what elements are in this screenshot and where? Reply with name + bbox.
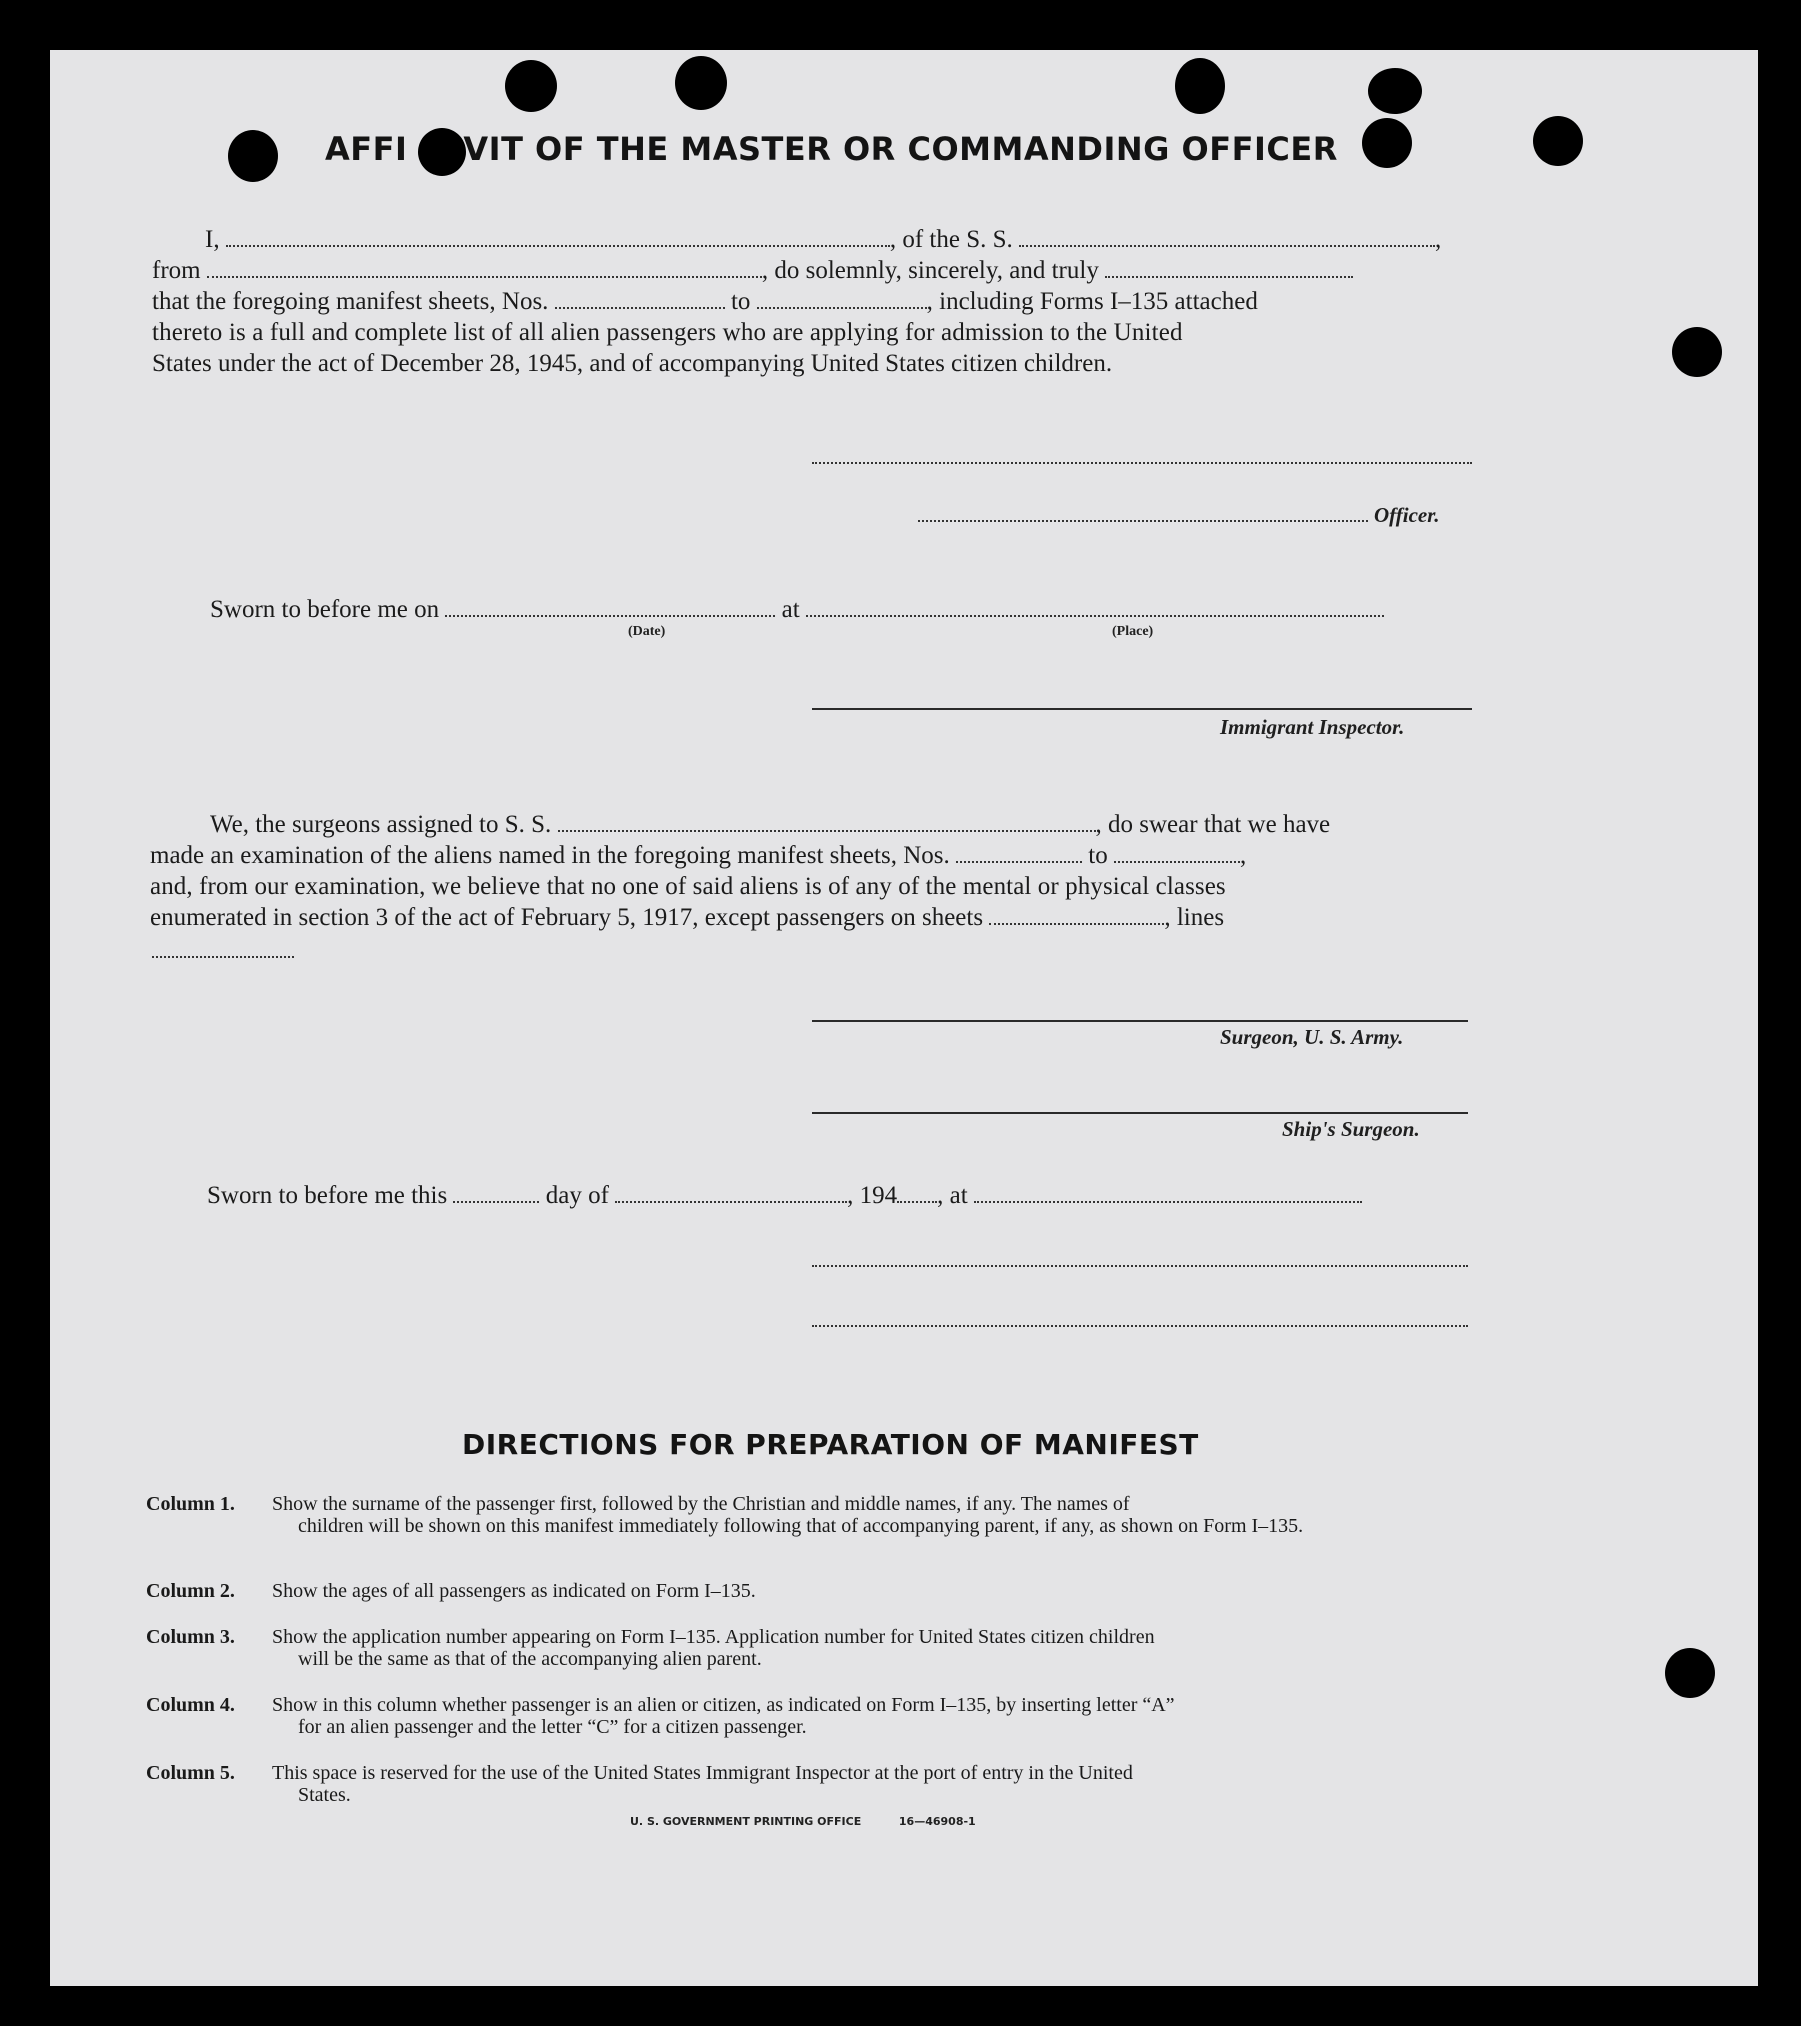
army-surgeon-signature-line[interactable]	[812, 1020, 1468, 1022]
text: , including Forms I–135 attached	[926, 288, 1258, 315]
direction-label: Column 2.	[146, 1580, 235, 1602]
punch-hole	[1368, 68, 1422, 114]
surgeons-line-3: and, from our examination, we believe that no one of said aliens is of any of the mental or physical classes	[150, 873, 1226, 900]
text: We, the surgeons assigned to S. S.	[210, 811, 552, 838]
direction-label: Column 4.	[146, 1694, 235, 1716]
sworn-this-day-line	[207, 1182, 1362, 1210]
month-blank[interactable]	[615, 1200, 847, 1203]
direction-label: Column 1.	[146, 1493, 235, 1515]
directions-title: DIRECTIONS FOR PREPARATION OF MANIFEST	[462, 1428, 1199, 1461]
text: that the foregoing manifest sheets, Nos.	[152, 288, 549, 315]
inspector-label: Immigrant Inspector.	[1220, 715, 1405, 739]
affidavit-line-2	[152, 257, 1353, 285]
declaration-blank[interactable]	[1105, 275, 1353, 278]
text: , of the S. S.	[889, 226, 1013, 253]
ship-surgeon-signature-line[interactable]	[812, 1112, 1468, 1114]
direction-column-4	[146, 1694, 1471, 1738]
place-blank[interactable]	[806, 614, 1384, 617]
year-blank[interactable]	[897, 1200, 937, 1203]
direction-continuation: for an alien passenger and the letter “C” for a citizen passenger.	[298, 1716, 807, 1738]
text: , 194	[847, 1182, 898, 1209]
sworn-place-blank[interactable]	[974, 1200, 1362, 1203]
officer-label: Officer.	[1374, 503, 1440, 527]
punch-hole	[1362, 118, 1412, 168]
surgeons-line-4	[150, 904, 1224, 932]
sworn-before-me-line	[210, 596, 1384, 624]
surgeon-sheet-to-blank[interactable]	[1114, 860, 1240, 863]
witness-line-2[interactable]	[812, 1325, 1468, 1327]
direction-continuation: States.	[298, 1784, 351, 1806]
direction-column-5	[146, 1762, 1471, 1806]
direction-text: This space is reserved for the use of the United States Immigrant Inspector at the port of entry in the United	[272, 1762, 1133, 1784]
except-sheets-blank[interactable]	[989, 922, 1164, 925]
inspector-signature-line[interactable]	[812, 708, 1472, 710]
text: to	[1088, 842, 1108, 869]
text: enumerated in section 3 of the act of February 5, 1917, except passengers on sheets	[150, 904, 984, 931]
punch-hole	[505, 60, 557, 112]
text: Sworn to before me on	[210, 596, 440, 623]
affidavit-line-1: I, , of the S. S. ,	[205, 226, 1442, 253]
surgeons-line-2: made an examination of the aliens named in the foregoing manifest sheets, Nos. to ,	[150, 842, 1247, 869]
day-blank[interactable]	[453, 1200, 539, 1203]
from-port-blank[interactable]	[207, 275, 762, 278]
affidavit-title	[325, 130, 1338, 168]
title-part-2: VIT OF THE MASTER OR COMMANDING OFFICER	[463, 130, 1338, 168]
army-surgeon-label: Surgeon, U. S. Army.	[1220, 1025, 1404, 1049]
text: made an examination of the aliens named in the foregoing manifest sheets, Nos.	[150, 842, 950, 869]
direction-column-1	[146, 1493, 1471, 1537]
affidavit-line-3	[152, 288, 1258, 316]
punch-hole	[1175, 58, 1225, 114]
direction-continuation: children will be shown on this manifest immediately following that of accompanying parent, if any, as shown on Form I–135.	[298, 1515, 1304, 1537]
text: , at	[937, 1182, 968, 1209]
text: I,	[205, 226, 220, 253]
punch-hole	[1672, 327, 1722, 377]
surgeon-ship-blank[interactable]	[558, 829, 1096, 832]
text: , lines	[1164, 904, 1225, 931]
text: Sworn to before me this	[207, 1182, 448, 1209]
direction-text: Show in this column whether passenger is an alien or citizen, as indicated on Form I–135, by inserting letter “A”	[272, 1694, 1175, 1716]
date-caption: (Date)	[628, 624, 666, 639]
sheet-from-blank[interactable]	[555, 306, 725, 309]
direction-text: Show the surname of the passenger first, followed by the Christian and middle names, if any. The names of	[272, 1493, 1130, 1515]
direction-column-3	[146, 1626, 1471, 1670]
text: , do solemnly, sincerely, and truly	[761, 257, 1099, 284]
printing-office-footer	[630, 1815, 976, 1828]
punch-hole	[1533, 116, 1583, 166]
title-part-1: AFFI	[325, 130, 408, 168]
surgeons-line-1	[210, 811, 1330, 839]
punch-hole	[228, 130, 278, 182]
direction-text: Show the application number appearing on Form I–135. Application number for United States citizen children	[272, 1626, 1155, 1648]
affidavit-line-5: States under the act of December 28, 1945, and of accompanying United States citizen children.	[152, 350, 1113, 377]
officer-title-line[interactable]	[918, 520, 1368, 522]
direction-column-2	[146, 1580, 1471, 1602]
printing-office: U. S. GOVERNMENT PRINTING OFFICE	[630, 1815, 862, 1828]
affidavit-line-4: thereto is a full and complete list of all alien passengers who are applying for admission to the United	[152, 319, 1183, 346]
direction-continuation: will be the same as that of the accompanying alien parent.	[298, 1648, 762, 1670]
ship-name-blank[interactable]	[1019, 244, 1435, 247]
witness-line-1[interactable]	[812, 1265, 1468, 1267]
text: day of	[545, 1182, 609, 1209]
text: , do swear that we have	[1095, 811, 1331, 838]
form-code: 16—46908-1	[898, 1815, 976, 1828]
officer-signature-line[interactable]	[812, 462, 1472, 464]
direction-text: Show the ages of all passengers as indicated on Form I–135.	[272, 1580, 756, 1602]
text: at	[781, 596, 800, 623]
direction-label: Column 5.	[146, 1762, 235, 1784]
punch-hole	[675, 56, 727, 110]
date-blank[interactable]	[445, 614, 775, 617]
text: from	[152, 257, 201, 284]
lines-blank[interactable]	[152, 956, 294, 958]
name-blank[interactable]	[226, 244, 890, 247]
punch-hole	[1665, 1648, 1715, 1698]
text: to	[730, 288, 751, 315]
place-caption: (Place)	[1112, 624, 1154, 639]
direction-label: Column 3.	[146, 1626, 235, 1648]
surgeon-sheet-from-blank[interactable]	[956, 860, 1082, 863]
sheet-to-blank[interactable]	[757, 306, 927, 309]
ship-surgeon-label: Ship's Surgeon.	[1282, 1117, 1420, 1141]
